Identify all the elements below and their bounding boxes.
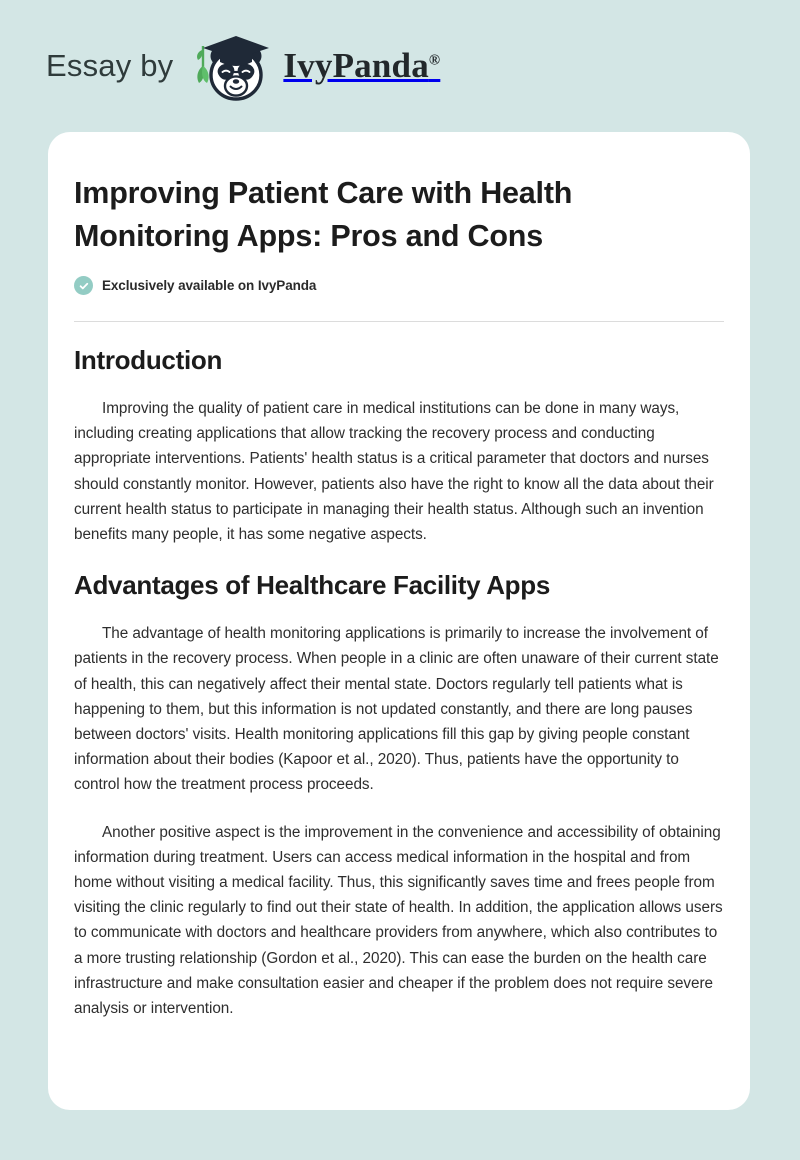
section-heading-advantages: Advantages of Healthcare Facility Apps (74, 570, 550, 601)
ivypanda-logo-link[interactable] (189, 28, 440, 104)
check-circle-icon (74, 276, 93, 295)
paragraph: The advantage of health monitoring applications is primarily to increase the involvement of patients in the recovery process. When people in a clinic are often unaware of their current state of health, this can negatively affect their mental state. Doctors regularly tell patients what is happening to them, but this information is not updated constantly, and there are long pauses between doctors' visits. Health monitoring applications fill this gap by giving people constant information about their bodies (Kapoor et al., 2020). Thus, patients have the opportunity to control how the treatment process proceeds. (74, 625, 719, 794)
status-badge (74, 276, 724, 295)
paragraph: Another positive aspect is the improvement in the convenience and accessibility of obtaining information during treatment. Users can access medical information in the hospital and from home without visiting a medical facility. Thus, this significantly saves time and frees people from visiting the clinic regularly to find out their state of health. In addition, the application allows users to communicate with doctors and healthcare providers from anywhere, which also contributes to a more trusting relationship (Gordon et al., 2020). This can ease the burden on the health care infrastructure and make consultation easier and cheaper if the problem does not require severe analysis or intervention. (74, 823, 723, 1018)
ivypanda-panda-graduation-cap-logo-icon (189, 28, 281, 104)
brand-header (0, 0, 800, 132)
paragraph: Improving the quality of patient care in medical institutions can be done in many ways, including creating applications that allow tracking the recovery process and conducting appropriate interventions. Patients' health status is a critical parameter that doctors and nurses should constantly monitor. However, patients also have the right to know all the data about their current health status to participate in managing their health status. Although such an invention benefits many people, it has some negative aspects. (74, 400, 714, 544)
registered-mark: ® (428, 52, 441, 69)
essay-by-label: Essay by (46, 48, 174, 83)
exclusive-availability-label: Exclusively available on IvyPanda (102, 278, 317, 293)
essay-card (48, 132, 750, 1110)
page-title: Improving Patient Care with Health Monitoring Apps: Pros and Cons (74, 176, 573, 253)
ivypanda-wordmark (283, 46, 440, 86)
section-heading-introduction: Introduction (74, 345, 223, 375)
brand-name-text: IvyPanda (283, 46, 429, 85)
header-divider (74, 321, 724, 322)
